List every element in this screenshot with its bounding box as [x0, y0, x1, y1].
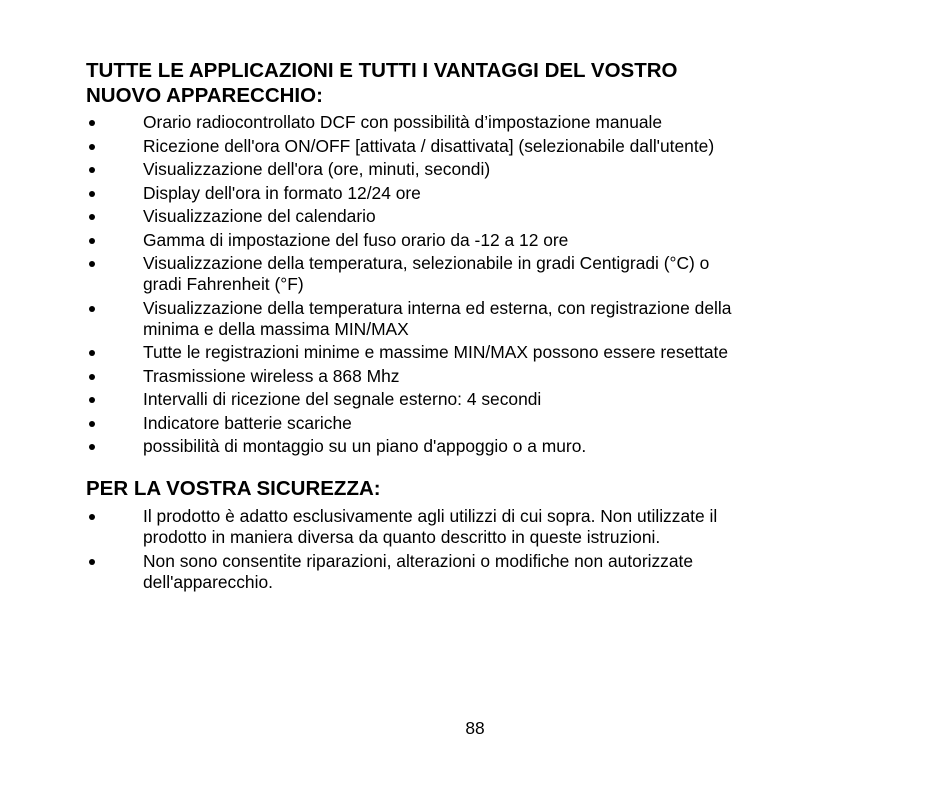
list-item-text: Il prodotto è adatto esclusivamente agli utilizzi di cui sopra. Non utilizzate il	[143, 506, 718, 526]
list-item-text: Ricezione dell'ora ON/OFF [attivata / disattivata] (selezionabile dall'utente)	[143, 135, 715, 156]
bullet-icon	[89, 120, 95, 126]
list-item	[86, 298, 826, 340]
features-heading-line-1: TUTTE LE APPLICAZIONI E TUTTI I VANTAGGI DEL VOSTRO	[86, 59, 678, 82]
list-item-text-continued: gradi Fahrenheit (°F)	[143, 274, 304, 294]
bullet-icon	[89, 214, 95, 220]
bullet-icon	[89, 306, 95, 312]
features-section	[86, 58, 826, 460]
list-item-text-continued: dell'apparecchio.	[143, 571, 273, 592]
list-item-text: Gamma di impostazione del fuso orario da -12 a 12 ore	[143, 229, 569, 250]
list-item-text: Visualizzazione del calendario	[143, 206, 376, 226]
features-heading-line-2: NUOVO APPARECCHIO:	[86, 84, 323, 107]
list-item	[86, 551, 826, 593]
list-item-text-continued: minima e della massima MIN/MAX	[143, 318, 409, 339]
features-list	[86, 112, 826, 457]
list-item	[86, 112, 826, 133]
safety-section	[86, 476, 826, 595]
list-item-text: Visualizzazione dell'ora (ore, minuti, secondi)	[143, 159, 491, 179]
bullet-icon	[89, 514, 95, 520]
bullet-icon	[89, 559, 95, 565]
list-item-text: Tutte le registrazioni minime e massime MIN/MAX possono essere resettate	[143, 342, 729, 362]
safety-list	[86, 506, 826, 593]
list-item-text: Display dell'ora in formato 12/24 ore	[143, 182, 421, 203]
list-item-text: Intervalli di ricezione del segnale esterno: 4 secondi	[143, 389, 542, 409]
list-item	[86, 506, 826, 548]
list-item-text: Orario radiocontrollato DCF con possibilità d’impostazione manuale	[143, 112, 663, 132]
page-number: 88	[465, 718, 485, 738]
list-item	[86, 136, 826, 157]
bullet-icon	[89, 261, 95, 267]
list-item-text: Visualizzazione della temperatura interna ed esterna, con registrazione della	[143, 297, 732, 318]
safety-heading: PER LA VOSTRA SICUREZZA:	[86, 477, 381, 500]
list-item	[86, 183, 826, 204]
list-item	[86, 389, 826, 410]
bullet-icon	[89, 238, 95, 244]
list-item	[86, 253, 826, 295]
list-item	[86, 413, 826, 434]
list-item	[86, 159, 826, 180]
bullet-icon	[89, 397, 95, 403]
list-item	[86, 206, 826, 227]
bullet-icon	[89, 444, 95, 450]
list-item	[86, 342, 826, 363]
bullet-icon	[89, 144, 95, 150]
list-item-text: Trasmissione wireless a 868 Mhz	[143, 365, 400, 386]
list-item-text: possibilità di montaggio su un piano d'appoggio o a muro.	[143, 436, 587, 456]
bullet-icon	[89, 191, 95, 197]
list-item-text: Visualizzazione della temperatura, selezionabile in gradi Centigradi (°C) o	[143, 253, 710, 273]
bullet-icon	[89, 421, 95, 427]
bullet-icon	[89, 350, 95, 356]
list-item	[86, 366, 826, 387]
list-item	[86, 230, 826, 251]
list-item-text: Non sono consentite riparazioni, alterazioni o modifiche non autorizzate	[143, 550, 694, 571]
list-item-text-continued: prodotto in maniera diversa da quanto descritto in queste istruzioni.	[143, 527, 661, 547]
features-heading	[86, 58, 826, 108]
list-item-text: Indicatore batterie scariche	[143, 412, 352, 433]
bullet-icon	[89, 167, 95, 173]
list-item	[86, 436, 826, 457]
bullet-icon	[89, 374, 95, 380]
